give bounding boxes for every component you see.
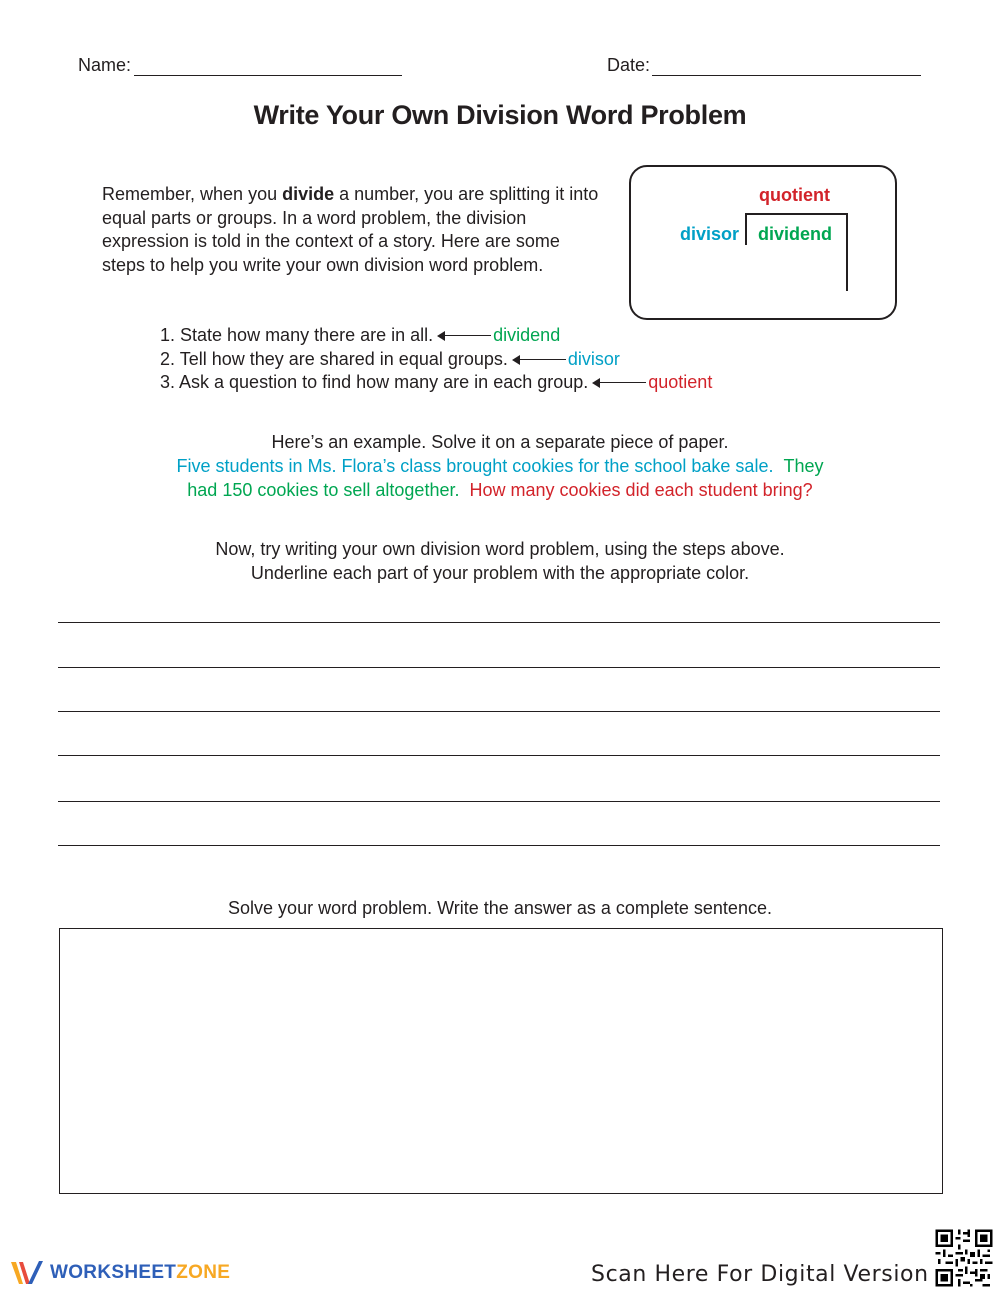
diagram-dividend-label: dividend — [758, 224, 833, 244]
example-line-2 — [0, 479, 1000, 503]
name-label: Name: — [78, 55, 132, 75]
example-intro: Here’s an example. Solve it on a separate piece of paper. — [271, 432, 729, 452]
example-dividend-part-start: They — [783, 456, 824, 476]
step-2-tag: divisor — [567, 349, 620, 369]
long-division-bracket — [745, 213, 848, 291]
step-3-text: 3. Ask a question to find how many are in each group. — [160, 372, 589, 392]
step-3-tag: quotient — [648, 372, 713, 392]
page-title: Write Your Own Division Word Problem — [253, 100, 747, 130]
intro-text-part1: Remember, when you — [102, 184, 283, 204]
left-arrow-icon — [512, 354, 566, 366]
name-input-line[interactable] — [134, 75, 402, 76]
writing-line-3[interactable] — [58, 711, 940, 712]
qr-code-icon[interactable] — [933, 1227, 995, 1289]
diagram-quotient-label: quotient — [759, 185, 830, 205]
example-quotient-part: How many cookies did each student bring? — [469, 480, 813, 500]
date-input-line[interactable] — [652, 75, 921, 76]
intro-bold-word: divide — [282, 184, 335, 204]
left-arrow-icon — [592, 377, 646, 389]
solve-prompt: Solve your word problem. Write the answer as a complete sentence. — [228, 898, 772, 918]
writing-line-2[interactable] — [58, 667, 940, 668]
worksheetzone-logo[interactable] — [9, 1258, 230, 1288]
left-arrow-icon — [437, 330, 491, 342]
step-1 — [160, 325, 560, 346]
example-line-1 — [0, 455, 1000, 479]
writing-line-5[interactable] — [58, 801, 940, 802]
example-divisor-part: Five students in Ms. Flora’s class brought cookies for the school bake sale. — [176, 456, 774, 476]
step-1-text: 1. State how many there are in all. — [160, 325, 434, 345]
step-1-tag: dividend — [493, 325, 561, 345]
answer-box[interactable] — [59, 928, 943, 1194]
intro-paragraph — [102, 183, 602, 277]
intro-text-part2: a number, you are splitting it into equal parts or groups. In a word problem, the division expression is told in the context of a story. Here are some steps to help you write your own division word problem. — [102, 184, 599, 275]
writing-line-6[interactable] — [58, 845, 940, 846]
diagram-divisor-label: divisor — [680, 224, 740, 244]
step-2 — [160, 349, 620, 370]
step-2-text: 2. Tell how they are shared in equal groups. — [160, 349, 508, 369]
instructions-line-1: Now, try writing your own division word problem, using the steps above. — [215, 539, 785, 559]
long-division-bracket-left — [745, 213, 747, 245]
instructions-line-2: Underline each part of your problem with the appropriate color. — [250, 563, 750, 583]
logo-text: WORKSHEETZONE — [50, 1262, 231, 1283]
worksheetzone-w-icon — [9, 1258, 45, 1288]
writing-line-1[interactable] — [58, 622, 940, 623]
date-label: Date: — [607, 55, 651, 75]
scan-prompt: Scan Here For Digital Version — [591, 1262, 929, 1287]
example-dividend-part-end: had 150 cookies to sell altogether. — [187, 480, 460, 500]
step-3 — [160, 372, 712, 393]
writing-line-4[interactable] — [58, 755, 940, 756]
